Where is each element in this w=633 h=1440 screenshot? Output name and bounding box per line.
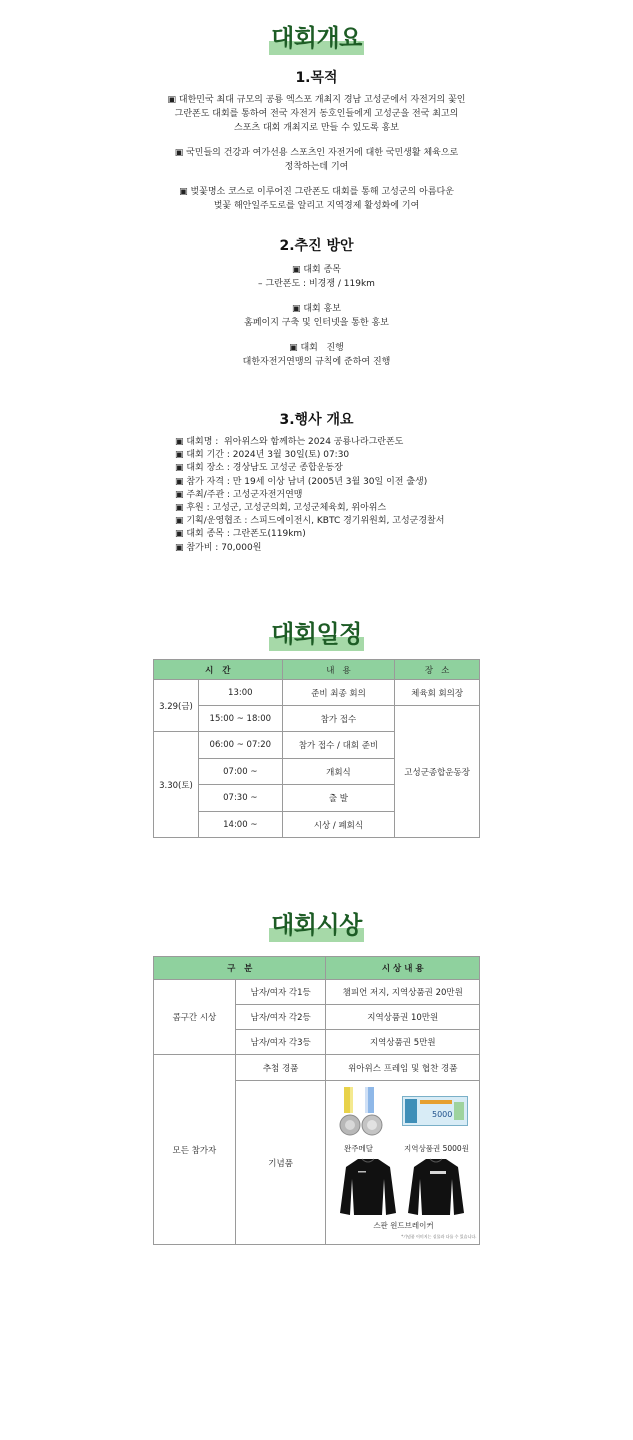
schedule-content: 시상 / 폐회식 <box>282 812 395 838</box>
schedule-place: 체육회 회의장 <box>395 680 480 706</box>
schedule-day-1: 3.29(금) <box>154 680 199 732</box>
schedule-time: 07:00 ~ <box>198 759 282 785</box>
schedule-content: 참가 접수 / 대회 준비 <box>282 732 395 759</box>
awards-lottery-label: 추첨 경품 <box>235 1055 326 1081</box>
event-info-list <box>175 436 444 555</box>
souvenir-images-cell <box>326 1081 480 1245</box>
schedule-time: 06:00 ~ 07:20 <box>198 732 282 759</box>
jersey-icon <box>408 1157 464 1217</box>
schedule-content: 출 발 <box>282 785 395 812</box>
schedule-time: 14:00 ~ <box>198 812 282 838</box>
table-row <box>154 706 480 732</box>
schedule-header-time: 시 간 <box>154 660 283 680</box>
schedule-content: 참가 접수 <box>282 706 395 732</box>
awards-group-2: 모든 참가자 <box>154 1055 236 1245</box>
event-info-fee: ▣ 참가비 : 70,000원 <box>175 542 262 553</box>
purpose-heading: 1.목적 <box>295 70 338 86</box>
awards-title: 대회시상 <box>0 905 633 942</box>
medal-icon <box>338 1087 386 1141</box>
schedule-title: 대회일정 <box>0 614 633 651</box>
medal-caption: 완주메달 <box>343 1144 373 1153</box>
overview-title: 대회개요 <box>0 18 633 55</box>
schedule-header-place: 장 소 <box>395 660 480 680</box>
voucher-value: 5000 <box>432 1110 453 1119</box>
plan-item-1: ▣ 대회 종목 – 그란폰도 : 비경쟁 / 119km <box>258 265 375 289</box>
purpose-item-1: ▣ 대한민국 최대 규모의 공룡 엑스포 개최지 경남 고성군에서 자전거의 꽃인 그란폰도 대회를 통하여 전국 자전거 동호인들에게 고성군을 전국 최고의 스포츠 대회 개최지로 만들 수 있도록 홍보 <box>167 95 466 133</box>
schedule-table <box>153 659 480 838</box>
voucher-icon <box>402 1096 468 1126</box>
awards-souvenir-label: 기념품 <box>235 1081 326 1245</box>
awards-prize: 지역상품권 10만원 <box>326 1005 480 1030</box>
voucher-caption: 지역상품권 5000원 <box>404 1144 469 1153</box>
plan-item-3: ▣ 대회 진행 대한자전거연맹의 규칙에 준하여 진행 <box>242 343 391 367</box>
souvenir-footnote: *기념품 이미지는 실물과 다를 수 있습니다. <box>401 1234 477 1239</box>
table-row <box>154 1055 480 1081</box>
schedule-header-content: 내 용 <box>282 660 395 680</box>
schedule-time: 07:30 ~ <box>198 785 282 812</box>
table-row <box>154 680 480 706</box>
awards-rank-label: 남자/여자 각2등 <box>235 1005 326 1030</box>
awards-prize: 지역상품권 5만원 <box>326 1030 480 1055</box>
jersey-caption: 스판 윈드브레이커 <box>373 1221 434 1230</box>
schedule-place-main: 고성군종합운동장 <box>395 706 480 838</box>
schedule-time: 15:00 ~ 18:00 <box>198 706 282 732</box>
table-row <box>154 980 480 1005</box>
jersey-icon <box>340 1157 396 1217</box>
awards-group-1: 콤구간 시상 <box>154 980 236 1055</box>
event-info-host: ▣ 주최/주관 : 고성군자전거연맹 <box>175 489 303 500</box>
event-info-category: ▣ 대회 종목 : 그란폰도(119km) <box>175 529 306 540</box>
awards-rank-label: 남자/여자 각1등 <box>235 980 326 1005</box>
event-info-eligibility: ▣ 참가 자격 : 만 19세 이상 남녀 (2005년 3월 30일 이전 출생) <box>175 476 428 487</box>
event-heading: 3.행사 개요 <box>279 412 354 428</box>
event-info-date: ▣ 대회 기간 : 2024년 3월 30일(토) 07:30 <box>175 450 350 461</box>
awards-table <box>153 956 480 1245</box>
plan-heading: 2.추진 방안 <box>279 238 354 254</box>
schedule-time: 13:00 <box>198 680 282 706</box>
schedule-content: 개회식 <box>282 759 395 785</box>
purpose-item-2: ▣ 국민들의 건강과 여가선용 스포츠인 자전거에 대한 국민생활 체육으로 정착하는데 기여 <box>174 148 459 172</box>
awards-rank-label: 남자/여자 각3등 <box>235 1030 326 1055</box>
event-info-venue: ▣ 대회 장소 : 경상남도 고성군 종합운동장 <box>175 463 343 474</box>
event-info-sponsor: ▣ 후원 : 고성군, 고성군의회, 고성군체육회, 위아위스 <box>175 503 387 514</box>
schedule-content: 준비 최종 회의 <box>282 680 395 706</box>
event-info-name: ▣ 대회명 : 위아위스와 함께하는 2024 공룡나라그란폰도 <box>175 437 404 447</box>
event-info-operation: ▣ 기획/운영협조 : 스피드에이전시, KBTC 경기위원회, 고성군경찰서 <box>175 516 445 527</box>
awards-header-category: 구 분 <box>154 957 326 980</box>
plan-item-2: ▣ 대회 홍보 홈페이지 구축 및 인터넷을 통한 홍보 <box>244 304 389 328</box>
awards-header-prize: 시 상 내 용 <box>326 957 480 980</box>
awards-lottery-prize: 위아위스 프레임 및 협찬 경품 <box>326 1055 480 1081</box>
awards-prize: 챔피언 저지, 지역상품권 20만원 <box>326 980 480 1005</box>
schedule-day-2: 3.30(토) <box>154 732 199 838</box>
purpose-item-3: ▣ 벚꽃명소 코스로 이루어진 그란폰도 대회를 통해 고성군의 아름다운 벚꽃 해안일주도로를 알리고 지역경제 활성화에 기여 <box>179 187 454 211</box>
